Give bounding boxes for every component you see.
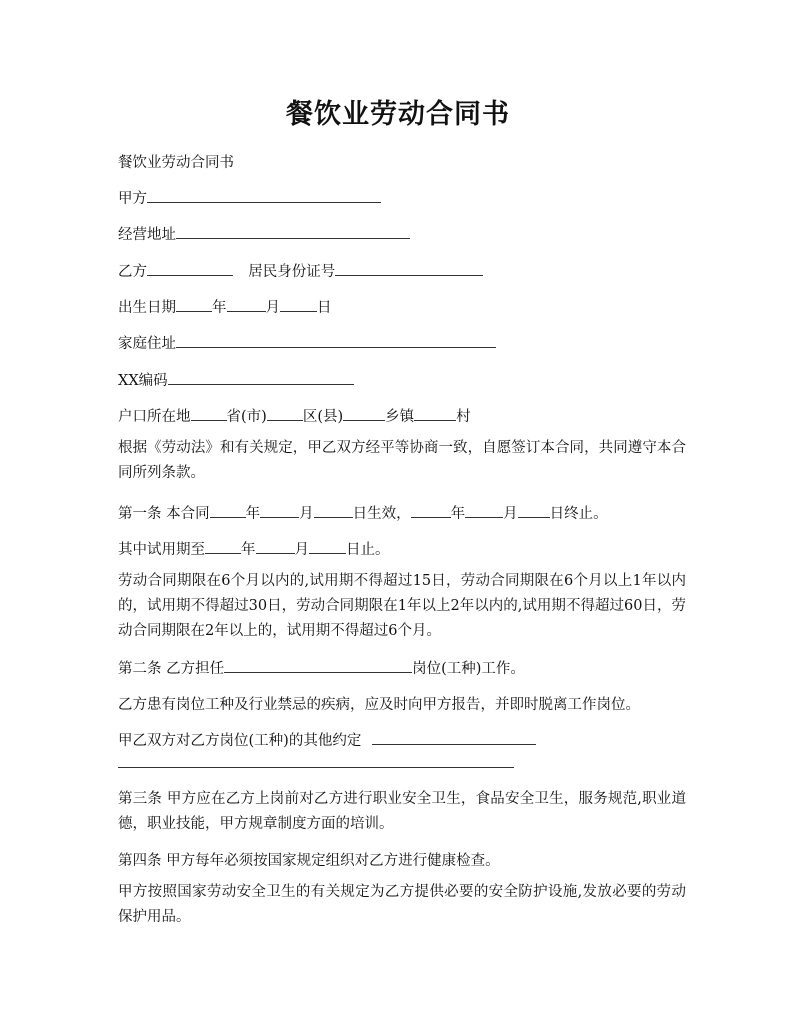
probation-month-unit: 月	[294, 542, 309, 558]
probation-line	[118, 538, 390, 559]
birth-year-field[interactable]	[176, 297, 212, 312]
probation-year-field[interactable]	[205, 539, 241, 554]
hukou-province-field[interactable]	[191, 406, 227, 421]
probation-day-field[interactable]	[309, 539, 346, 554]
year-unit: 年	[212, 300, 227, 316]
party-a-line	[118, 187, 381, 208]
business-address-line	[118, 223, 410, 244]
probation-month-field[interactable]	[256, 539, 295, 554]
start-year-field[interactable]	[210, 503, 246, 518]
village-unit: 村	[456, 409, 471, 425]
birth-day-field[interactable]	[280, 297, 317, 312]
hukou-district-field[interactable]	[267, 406, 303, 421]
article2-prefix: 第二条 乙方担任	[118, 661, 225, 677]
business-address-label: 经营地址	[118, 227, 176, 243]
party-b-field[interactable]	[147, 261, 233, 276]
birth-date-line	[118, 296, 332, 317]
preamble-paragraph: 根据《劳动法》和有关规定，甲乙双方经平等协商一致，自愿签订本合同，共同遵守本合同所列条款。	[118, 440, 686, 481]
birth-date-label: 出生日期	[118, 300, 176, 316]
article1-effective: 日生效，	[352, 506, 411, 522]
position-field[interactable]	[224, 658, 412, 673]
province-unit: 省(市)	[226, 409, 267, 425]
end-month-field[interactable]	[465, 503, 503, 518]
id-number-field[interactable]	[335, 261, 483, 276]
home-address-line	[118, 332, 496, 353]
party-a-field[interactable]	[147, 188, 381, 203]
other-agreement-continuation[interactable]	[118, 767, 514, 768]
postal-code-label: XX编码	[118, 373, 168, 389]
article2-line	[118, 657, 525, 678]
hukou-line	[118, 405, 471, 426]
disease-clause: 乙方患有岗位工种及行业禁忌的疾病，应及时向甲方报告，并即时脱离工作岗位。	[118, 697, 640, 713]
end-month-unit: 月	[503, 506, 518, 522]
day-unit: 日	[317, 300, 332, 316]
protection-clause-paragraph: 甲方按照国家劳动安全卫生的有关规定为乙方提供必要的安全防护设施,发放必要的劳动保护用品。	[118, 884, 686, 925]
document-title: 餐饮业劳动合同书	[286, 99, 510, 130]
district-unit: 区(县)	[302, 409, 344, 425]
article3-paragraph: 第三条 甲方应在乙方上岗前对乙方进行职业安全卫生，食品安全卫生，服务规范,职业道德，职业技能，甲方规章制度方面的培训。	[118, 791, 686, 832]
month-unit: 月	[265, 300, 280, 316]
home-address-field[interactable]	[176, 333, 496, 348]
end-day-field[interactable]	[518, 503, 550, 518]
hukou-town-field[interactable]	[343, 406, 385, 421]
end-year-unit: 年	[450, 506, 466, 522]
postal-code-line	[118, 369, 354, 390]
birth-month-field[interactable]	[227, 297, 266, 312]
probation-rules-paragraph: 劳动合同期限在6个月以内的,试用期不得超过15日，劳动合同期限在6个月以上1年以内的，试用期不得超过30日，劳动合同期限在1年以上2年以内的,试用期不得超过60日，劳动合同期限在2年以上的，试用期不得超过6个月。	[118, 573, 686, 639]
start-month-unit: 月	[299, 506, 314, 522]
business-address-field[interactable]	[176, 224, 410, 239]
other-agreement-label: 甲乙双方对乙方岗位(工种)的其他约定	[118, 733, 362, 749]
start-month-field[interactable]	[260, 503, 299, 518]
probation-year-unit: 年	[241, 542, 256, 558]
article1-prefix: 第一条 本合同	[118, 506, 210, 522]
hukou-label: 户口所在地	[118, 409, 191, 425]
id-number-label: 居民身份证号	[248, 264, 336, 280]
start-year-unit: 年	[245, 506, 261, 522]
home-address-label: 家庭住址	[118, 336, 176, 352]
party-b-label: 乙方	[118, 264, 147, 280]
start-day-field[interactable]	[314, 503, 353, 518]
town-unit: 乡镇	[385, 409, 415, 425]
hukou-village-field[interactable]	[414, 406, 456, 421]
postal-code-field[interactable]	[168, 370, 354, 385]
probation-end: 日止。	[346, 542, 390, 558]
article1-end: 日终止。	[549, 506, 608, 522]
article4-line: 第四条 甲方每年必须按国家规定组织对乙方进行健康检查。	[118, 853, 500, 869]
probation-prefix: 其中试用期至	[118, 542, 205, 558]
end-year-field[interactable]	[411, 503, 451, 518]
article1-line	[118, 502, 608, 523]
party-b-line	[118, 260, 483, 281]
other-agreement-field[interactable]	[372, 730, 536, 745]
subtitle: 餐饮业劳动合同书	[118, 155, 234, 171]
party-a-label: 甲方	[118, 191, 147, 207]
article2-suffix: 岗位(工种)工作。	[412, 661, 525, 677]
other-agreement-line	[118, 729, 536, 750]
